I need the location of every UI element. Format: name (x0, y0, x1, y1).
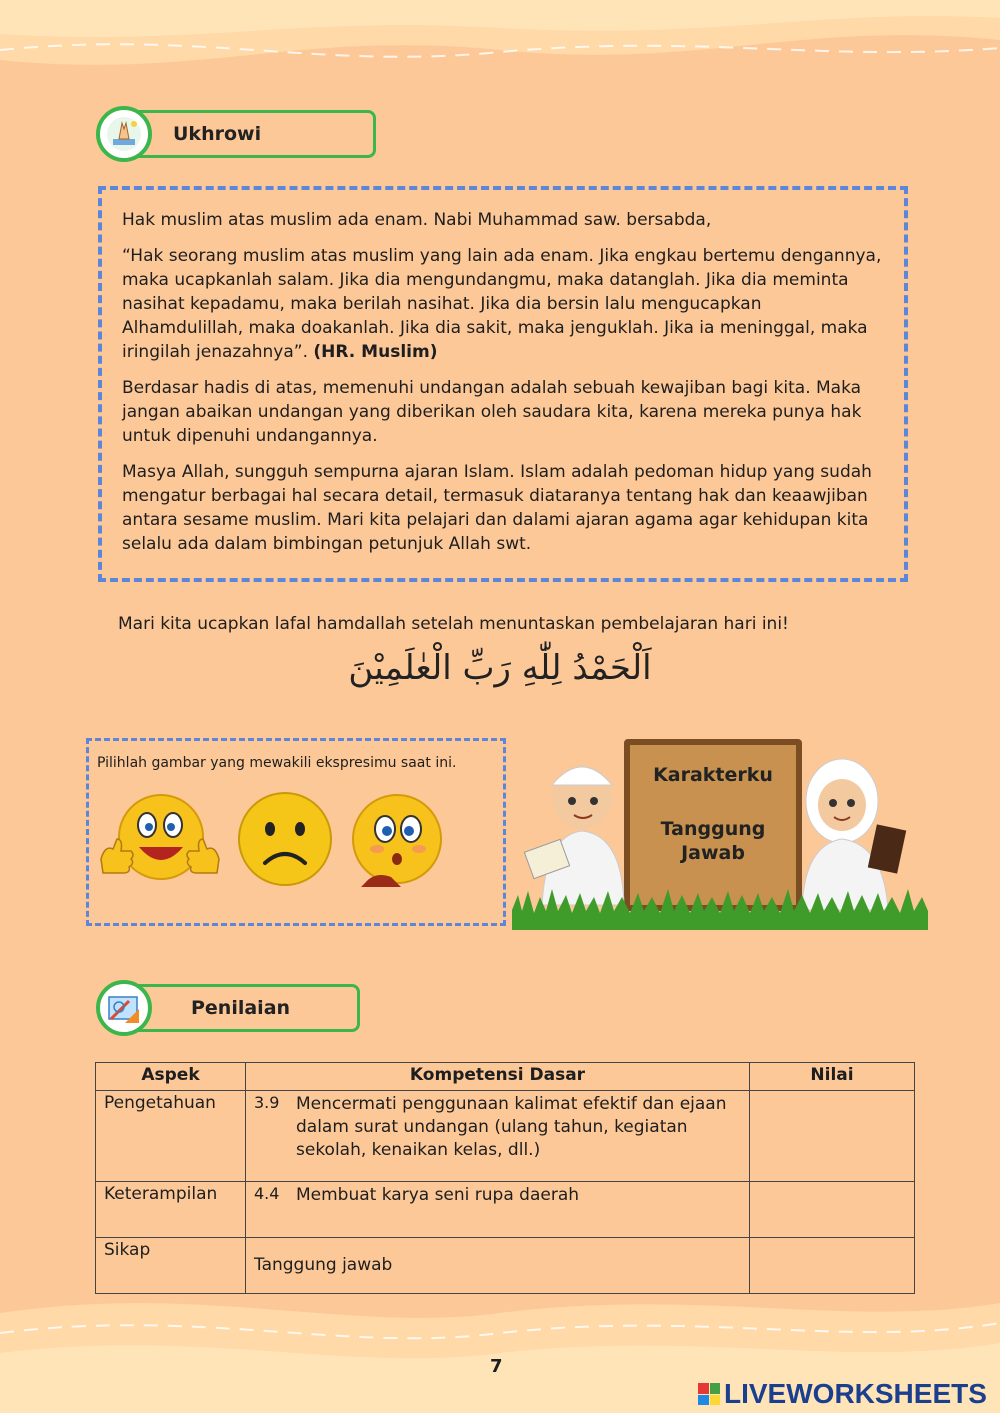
penilaian-header (96, 980, 362, 1036)
kd-description: Membuat karya seni rupa daerah (296, 1184, 580, 1205)
page-number: 7 (490, 1356, 503, 1377)
table-header-row (96, 1063, 915, 1091)
brand-name: LIVEWORKSHEETS (724, 1378, 987, 1409)
aspek-cell: Sikap (96, 1237, 246, 1293)
header-aspek: Aspek (96, 1063, 246, 1091)
kd-description: Tanggung jawab (254, 1255, 393, 1276)
hamdallah-prompt: Mari kita ucapkan lafal hamdallah setelah menuntaskan pembelajaran hari ini! (118, 614, 789, 634)
kd-number: 4.4 (254, 1183, 280, 1203)
hadith-reflection: Masya Allah, sungguh sempurna ajaran Islam. Islam adalah pedoman hidup yang sudah mengatur berbagai hal secara detail, termasuk diataranya tentang hak dan keaawjiban antara sesame muslim. Mari kita pelajari dan dalami ajaran agama agar kehidupan kita selalu ada dalam bimbingan petunjuk Allah swt. (122, 462, 872, 554)
happy-thumbs-up-emoji-option[interactable] (95, 789, 225, 896)
children-reading-icon (512, 735, 928, 930)
confused-emoji-option[interactable] (347, 791, 449, 896)
hadith-intro: Hak muslim atas muslim ada enam. Nabi Muhammad saw. bersabda, (122, 210, 712, 230)
table-row (96, 1181, 915, 1237)
aspek-cell: Pengetahuan (96, 1091, 246, 1181)
nilai-input-cell[interactable] (750, 1237, 915, 1293)
assessment-table (95, 1062, 915, 1294)
ukhrowi-title: Ukhrowi (126, 110, 376, 158)
nilai-input-cell[interactable] (750, 1091, 915, 1181)
hamdallah-arabic: اَلْحَمْدُ لِلّٰهِ رَبِّ الْعٰلَمِيْنَ (348, 648, 652, 688)
karakter-illustration (512, 735, 928, 930)
table-row (96, 1237, 915, 1293)
hadith-content-box (98, 186, 908, 582)
prayer-hands-icon (96, 106, 152, 162)
penilaian-title: Penilaian (126, 984, 360, 1032)
kd-description: Mencermati penggunaan kalimat efektif dan ejaan dalam surat undangan (ulang tahun, kegiatan sekolah, kenaikan kelas, dll.) (296, 1094, 727, 1161)
hadith-quote: “Hak seorang muslim atas muslim yang lain ada enam. Jika engkau bertemu dengannya, maka ucapkanlah salam. Jika dia mengundangmu, maka datanglah. Jika dia meminta nasihat kepadamu, maka berilah nasihat. Jika dia bersin lalu mengucapkan Alhamdulillah, maka doakanlah. Jika dia sakit, maka jenguklah. Jika ia meninggal, maka iringilah jenazahnya”. (HR. Muslim) (122, 246, 882, 362)
liveworksheets-brand (698, 1378, 987, 1410)
drawing-tools-icon (96, 980, 152, 1036)
aspek-cell: Keterampilan (96, 1181, 246, 1237)
ukhrowi-header (96, 106, 380, 162)
karakter-value-line1: Tanggung (660, 818, 766, 840)
sad-emoji-option[interactable] (235, 789, 335, 892)
liveworksheets-logo-icon (698, 1383, 720, 1405)
top-wave-decoration (0, 0, 1000, 110)
karakter-title: Karakterku (653, 764, 773, 786)
hadith-explanation: Berdasar hadis di atas, memenuhi undangan adalah sebuah kewajiban bagi kita. Maka jangan abaikan undangan yang diberikan oleh saudara kita, karena mereka punya hak untuk dipenuhi undangannya. (122, 378, 862, 446)
nilai-input-cell[interactable] (750, 1181, 915, 1237)
header-nilai: Nilai (750, 1063, 915, 1091)
header-kompetensi-dasar: Kompetensi Dasar (246, 1063, 750, 1091)
kd-cell (246, 1181, 750, 1237)
kd-cell (246, 1091, 750, 1181)
kd-cell (246, 1237, 750, 1293)
kd-number: 3.9 (254, 1093, 280, 1113)
karakter-value-line2: Jawab (681, 842, 745, 864)
table-row (96, 1091, 915, 1181)
hadith-source: (HR. Muslim) (313, 342, 438, 362)
expression-question: Pilihlah gambar yang mewakili ekspresimu saat ini. (97, 755, 457, 771)
expression-box (86, 738, 506, 926)
